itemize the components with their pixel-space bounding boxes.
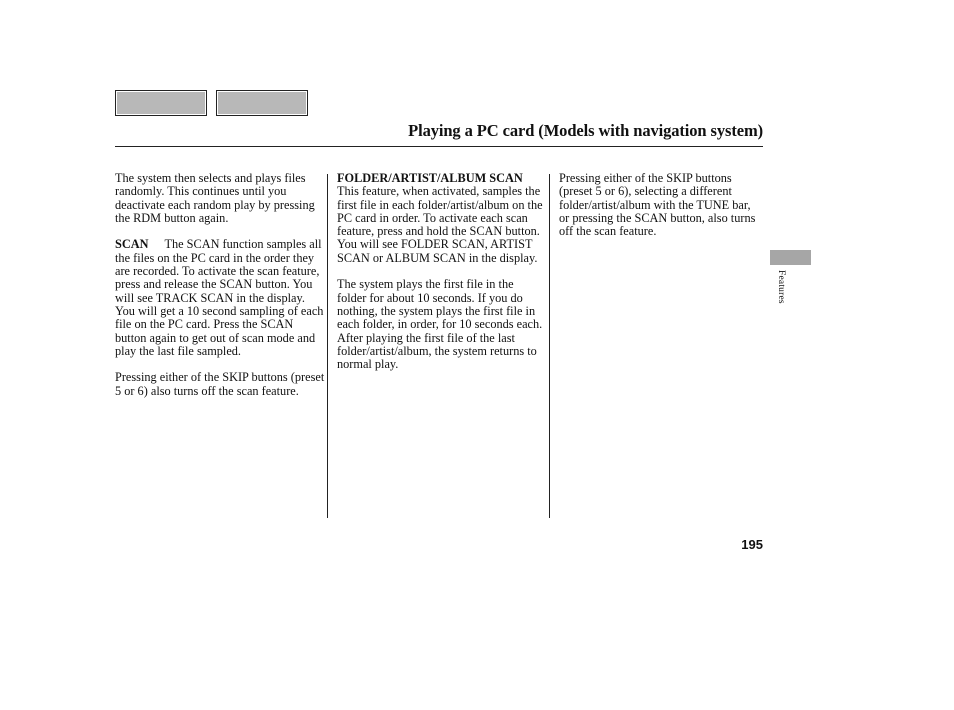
column-divider — [549, 174, 550, 518]
page-title: Playing a PC card (Models with navigation system) — [408, 121, 763, 140]
column-divider — [327, 174, 328, 518]
scan-heading: SCAN — [115, 237, 149, 252]
header-rule — [115, 146, 763, 147]
section-label: Features — [776, 270, 786, 304]
next-page-button[interactable] — [216, 90, 308, 116]
text-column-3 — [559, 172, 759, 252]
paragraph: Pressing either of the SKIP buttons (preset 5 or 6) also turns off the scan feature. — [115, 370, 325, 398]
page-number: 195 — [741, 537, 763, 552]
scan-body: The SCAN function samples all the files on the PC card in the order they are recorded. To activate the scan feature, press and release the SCAN button. You will see TRACK SCAN in the display. You will get a 10 second sampling of each file on the PC card. Press the SCAN button again to get out of scan mode and play the last file sampled. — [115, 237, 324, 358]
paragraph: Pressing either of the SKIP buttons (preset 5 or 6), selecting a different folder/artist/album with the TUNE bar, or pressing the SCAN button, also turns off the scan feature. — [559, 171, 756, 239]
paragraph — [337, 172, 545, 265]
paragraph: The system plays the first file in the folder for about 10 seconds. If you do nothing, the system plays the first file in each folder, in order, for 10 seconds each. After playing the first file of the last folder/artist/album, the system returns to normal play. — [337, 277, 543, 372]
text-column-1 — [115, 172, 325, 411]
previous-page-button[interactable] — [115, 90, 207, 116]
text-column-2 — [337, 172, 545, 385]
folder-scan-body: This feature, when activated, samples the first file in each folder/artist/album on the PC card in order. To activate each scan feature, press and hold the SCAN button. You will see FOLDER SCAN, ARTIST SCAN or ALBUM SCAN in the display. — [337, 184, 543, 265]
paragraph — [115, 238, 325, 358]
paragraph: The system then selects and plays files randomly. This continues until you deactivate each random play by pressing the RDM button again. — [115, 171, 315, 225]
folder-artist-album-scan-heading: FOLDER/ARTIST/ALBUM SCAN — [337, 171, 523, 185]
section-tab — [770, 250, 811, 265]
